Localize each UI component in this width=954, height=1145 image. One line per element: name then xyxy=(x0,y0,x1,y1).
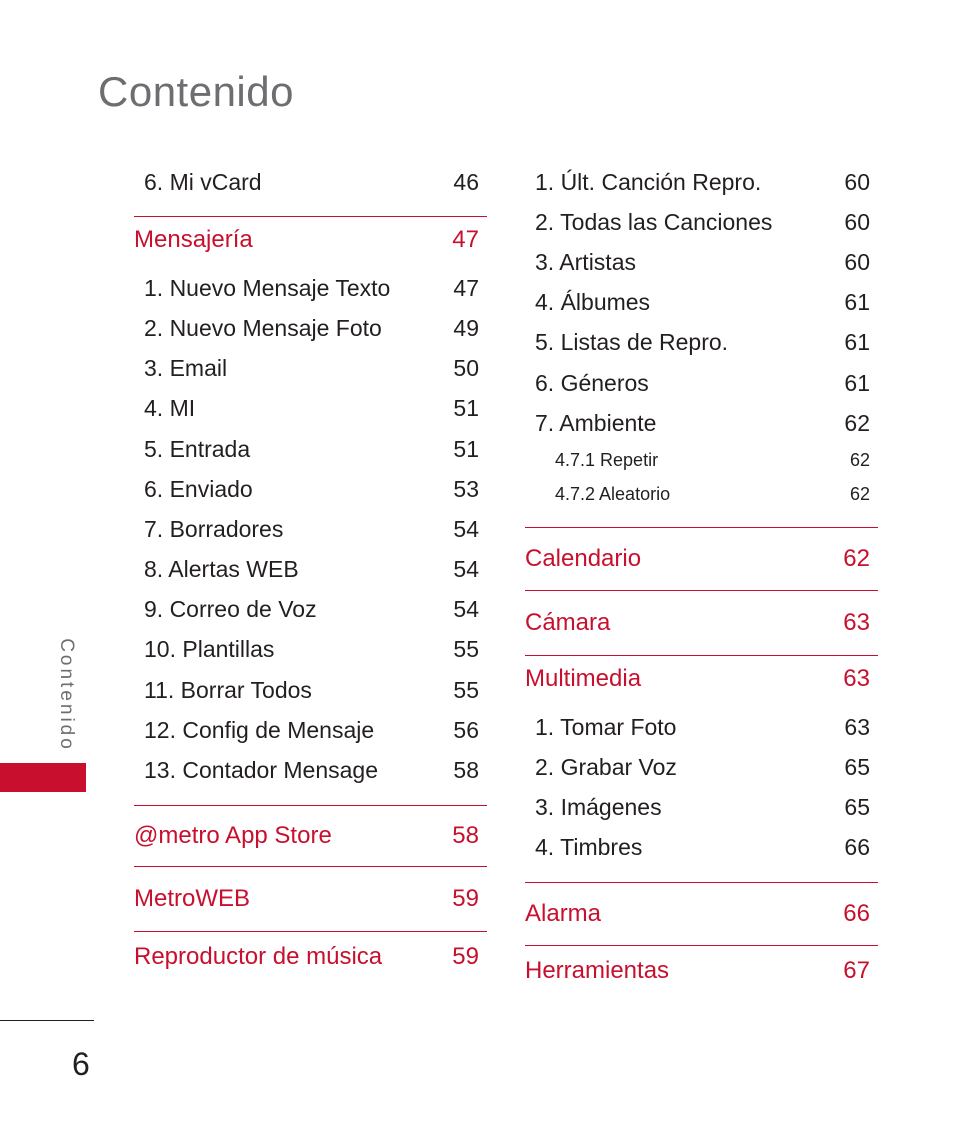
toc-section-page: 59 xyxy=(452,884,479,912)
toc-entry-page: 58 xyxy=(453,757,479,784)
toc-entry[interactable] xyxy=(525,403,878,443)
toc-entry[interactable] xyxy=(525,828,878,868)
toc-entry-page: 49 xyxy=(453,314,479,341)
toc-entry-label: 4. MI xyxy=(144,395,196,422)
toc-entry[interactable] xyxy=(525,363,878,403)
section-tab-marker xyxy=(0,763,86,792)
toc-entry[interactable] xyxy=(134,162,487,202)
toc-entry-page: 61 xyxy=(844,369,870,396)
toc-entry-page: 54 xyxy=(453,515,479,542)
toc-entry-page: 56 xyxy=(453,716,479,743)
toc-entry-page: 47 xyxy=(453,274,479,301)
toc-entry-label: 6. Enviado xyxy=(144,475,253,502)
side-tab-text: Contenido xyxy=(56,637,77,752)
toc-section-multimedia[interactable] xyxy=(525,655,878,701)
toc-entry[interactable] xyxy=(134,389,487,429)
toc-entry-label: 7. Ambiente xyxy=(535,409,657,436)
toc-entry-label: 4.7.1 Repetir xyxy=(555,449,659,470)
toc-section-label: Cámara xyxy=(525,609,611,637)
toc-entry-page: 63 xyxy=(844,713,870,740)
toc-section-metroweb[interactable] xyxy=(134,866,487,931)
toc-entry[interactable] xyxy=(525,283,878,323)
toc-entry-label: 12. Config de Mensaje xyxy=(144,716,375,743)
toc-section-calendario[interactable] xyxy=(525,527,878,590)
toc-entry-label: 2. Nuevo Mensaje Foto xyxy=(144,314,382,341)
toc-entry[interactable] xyxy=(525,707,878,747)
toc-entry[interactable] xyxy=(525,748,878,788)
toc-entry-label: 4. Timbres xyxy=(535,834,643,861)
toc-entry-label: 3. Email xyxy=(144,355,228,382)
toc-entry-page: 54 xyxy=(453,556,479,583)
toc-entry-page: 60 xyxy=(844,208,870,235)
toc-entry[interactable] xyxy=(525,202,878,242)
toc-entry[interactable] xyxy=(134,268,487,308)
toc-entry-label: 3. Artistas xyxy=(535,248,636,275)
page-number: 6 xyxy=(72,1046,90,1082)
toc-section-page: 66 xyxy=(843,900,870,928)
toc-entry-label: 6. Mi vCard xyxy=(144,168,262,195)
toc-entry-label: 1. Últ. Canción Repro. xyxy=(535,168,762,195)
toc-entry-page: 54 xyxy=(453,596,479,623)
toc-right-column xyxy=(525,162,878,996)
toc-entry-label: 8. Alertas WEB xyxy=(144,556,299,583)
toc-entry[interactable] xyxy=(134,710,487,750)
toc-section-label: MetroWEB xyxy=(134,884,251,912)
toc-entry-page: 66 xyxy=(844,834,870,861)
toc-section-page: 63 xyxy=(843,609,870,637)
toc-entry-page: 62 xyxy=(844,409,870,436)
toc-entry-label: 7. Borradores xyxy=(144,515,284,542)
toc-entry-page: 51 xyxy=(453,395,479,422)
toc-section-label: @metro App Store xyxy=(134,821,332,849)
toc-entry[interactable] xyxy=(134,469,487,509)
toc-section-alarma[interactable] xyxy=(525,882,878,945)
toc-entry-label: 2. Todas las Canciones xyxy=(535,208,773,235)
toc-section-label: Calendario xyxy=(525,545,642,573)
toc-entry[interactable] xyxy=(134,630,487,670)
toc-entry-label: 13. Contador Mensage xyxy=(144,757,378,784)
toc-section-label: Alarma xyxy=(525,900,602,928)
toc-entry-page: 60 xyxy=(844,248,870,275)
toc-entry-page: 46 xyxy=(453,168,479,195)
toc-entry-page: 50 xyxy=(453,355,479,382)
side-tab-label xyxy=(51,632,81,757)
toc-entry[interactable] xyxy=(525,242,878,282)
toc-entry-label: 1. Nuevo Mensaje Texto xyxy=(144,274,391,301)
toc-entry[interactable] xyxy=(134,308,487,348)
toc-section-mensajeria[interactable] xyxy=(134,216,487,262)
toc-section-camara[interactable] xyxy=(525,590,878,655)
page-title: Contenido xyxy=(98,68,294,115)
toc-entry[interactable] xyxy=(134,750,487,790)
toc-section-label: Reproductor de música xyxy=(134,942,383,970)
toc-section-page: 58 xyxy=(452,821,479,849)
toc-entry[interactable] xyxy=(134,349,487,389)
toc-entry[interactable] xyxy=(134,590,487,630)
footer-rule xyxy=(0,1020,94,1021)
toc-entry-label: 1. Tomar Foto xyxy=(535,713,677,740)
toc-entry-page: 65 xyxy=(844,794,870,821)
toc-entry-page: 55 xyxy=(453,676,479,703)
toc-sub-entry[interactable] xyxy=(525,477,878,511)
toc-section-label: Mensajería xyxy=(134,225,253,253)
toc-entry[interactable] xyxy=(525,323,878,363)
toc-entry-label: 9. Correo de Voz xyxy=(144,596,317,623)
toc-entry-page: 51 xyxy=(453,435,479,462)
toc-sub-entry[interactable] xyxy=(525,443,878,477)
toc-section-page: 62 xyxy=(843,545,870,573)
toc-entry-label: 11. Borrar Todos xyxy=(144,676,312,703)
toc-section-label: Multimedia xyxy=(525,664,642,692)
toc-entry-page: 61 xyxy=(844,289,870,316)
toc-section-label: Herramientas xyxy=(525,957,670,985)
toc-section-page: 47 xyxy=(452,225,479,253)
toc-entry-label: 6. Géneros xyxy=(535,369,649,396)
toc-entry[interactable] xyxy=(134,509,487,549)
toc-entry-label: 10. Plantillas xyxy=(144,636,275,663)
toc-entry-page: 53 xyxy=(453,475,479,502)
toc-section-reproductor[interactable] xyxy=(134,931,487,982)
toc-entry-label: 4. Álbumes xyxy=(535,289,651,316)
toc-entry[interactable] xyxy=(525,788,878,828)
toc-entry-label: 4.7.2 Aleatorio xyxy=(555,483,671,504)
toc-entry-label: 3. Imágenes xyxy=(535,794,662,821)
toc-entry-label: 2. Grabar Voz xyxy=(535,754,677,781)
toc-section-page: 63 xyxy=(843,664,870,692)
toc-entry-page: 61 xyxy=(844,329,870,356)
toc-section-app-store[interactable] xyxy=(134,805,487,866)
toc-entry-label: 5. Entrada xyxy=(144,435,251,462)
toc-entry-page: 62 xyxy=(849,449,870,470)
toc-entry[interactable] xyxy=(134,429,487,469)
toc-section-page: 59 xyxy=(452,942,479,970)
toc-entry-page: 65 xyxy=(844,754,870,781)
toc-entry-label: 5. Listas de Repro. xyxy=(535,329,729,356)
toc-entry-page: 60 xyxy=(844,168,870,195)
toc-entry[interactable] xyxy=(525,162,878,202)
toc-entry[interactable] xyxy=(134,670,487,710)
toc-entry-page: 62 xyxy=(849,483,870,504)
toc-left-column xyxy=(134,162,487,982)
toc-section-page: 67 xyxy=(843,957,870,985)
toc-section-herramientas[interactable] xyxy=(525,945,878,996)
toc-entry[interactable] xyxy=(134,550,487,590)
toc-entry-page: 55 xyxy=(453,636,479,663)
